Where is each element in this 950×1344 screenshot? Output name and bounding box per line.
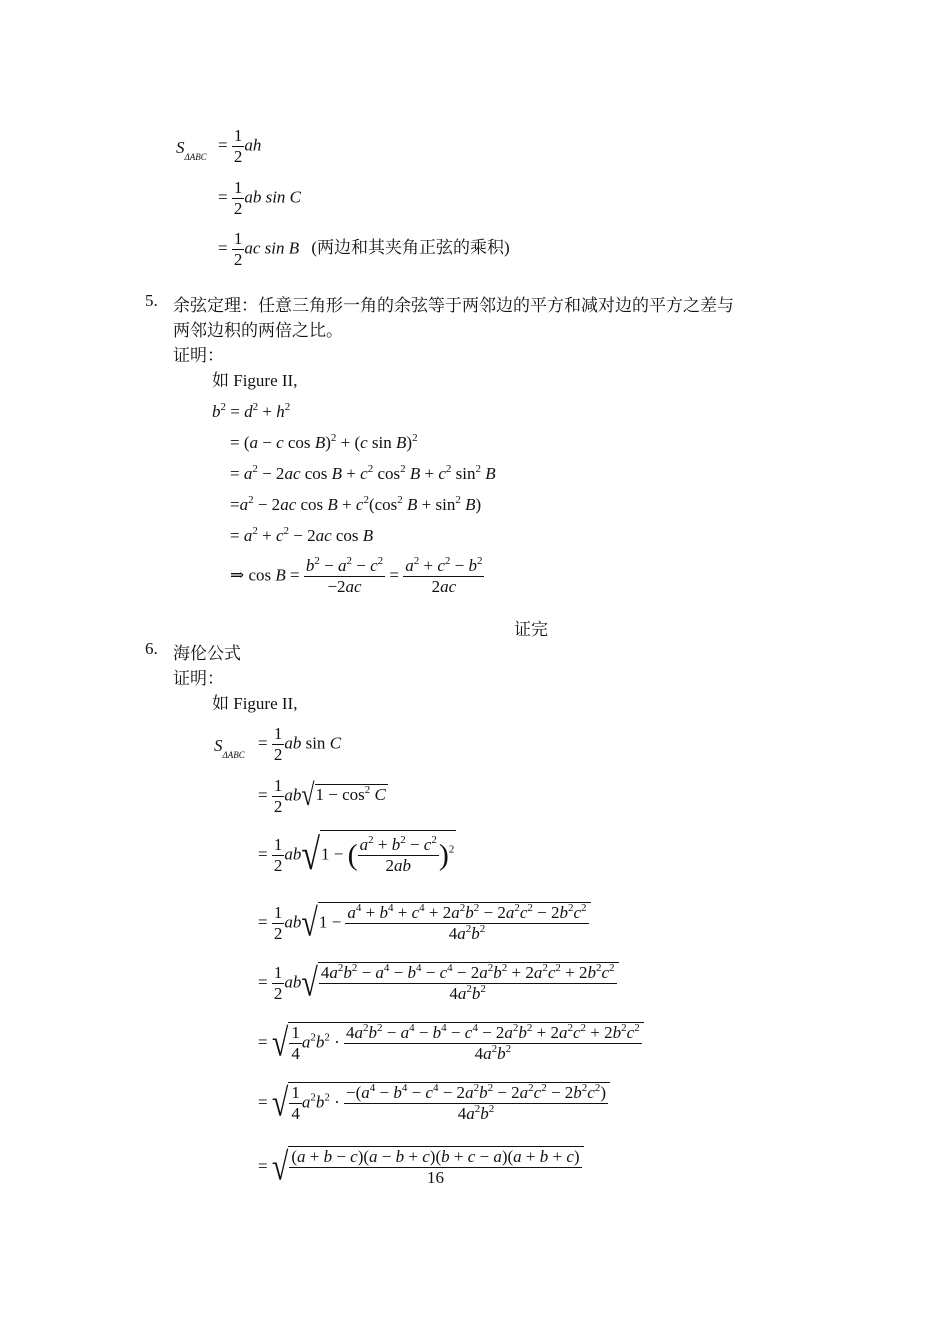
heron-lhs: $S_{\Delta ABC}$ bbox=[214, 736, 245, 760]
section6-proof-label: 证明： bbox=[173, 669, 224, 688]
section5-figure-ref: 如 Figure II, bbox=[212, 371, 298, 390]
heron-step-2: = $\frac{1}{2}$ $ab√1 - \cos^2 C$ bbox=[258, 776, 386, 816]
section5-number: 5. bbox=[145, 291, 158, 310]
cosine-step-3: = $a^2 - 2ac$ $\cos B + c^2$ $\cos^2 B + c^2$ $\sin^2 B$ bbox=[230, 463, 496, 483]
area-line1-expr: ah bbox=[244, 135, 262, 155]
cosine-step-1: $b^2 = d^2 + h^2$ bbox=[212, 401, 291, 421]
section6-figure-ref: 如 Figure II, bbox=[212, 694, 298, 713]
section5-proof-label: 证明： bbox=[173, 346, 224, 365]
cosine-step-4: $=a^2 - 2ac$ $\cos B + c^2(\cos^2$ $B + \sin^2 B$) bbox=[230, 494, 482, 514]
heron-step-8: = √ $\frac{(a + b - c)(a - b + c)(b + c - a)(a + b + c)}{16}$ bbox=[258, 1146, 584, 1188]
area-formula-lhs bbox=[176, 138, 207, 162]
heron-step-1: = $\frac{1}{2}$ ab sin C bbox=[258, 724, 342, 764]
area-symbol: S bbox=[176, 138, 185, 157]
area-formula-line-1: = $\frac{1}{2}$ ah bbox=[218, 126, 262, 166]
heron-step-6: = √ $\frac{1}{4}$ $a^2b^2$ · $\frac{4a^2b^2 - a^4 - b^4 - c^4 - 2a^2b^2 + 2a^2c^2 + 2b^2c^2}{4a^2b^2}$ bbox=[258, 1022, 644, 1064]
area-formula-line-3: = $\frac{1}{2}$ ac sin B (两边和其夹角正弦的乘积) bbox=[218, 229, 510, 269]
cosine-step-5: = $a^2 + c^2 - 2ac$ cos B bbox=[230, 525, 374, 545]
heron-step-7: = √ $\frac{1}{4}$ $a^2b^2$ · $\frac{-(a^4 - b^4 - c^4 - 2a^2b^2 - 2a^2c^2 - 2b^2c^2)}{4a^2b^2}$ bbox=[258, 1082, 610, 1124]
heron-final-denominator: 16 bbox=[426, 1168, 444, 1187]
section6-number: 6. bbox=[145, 639, 158, 658]
cosine-result: ⇒ cos B = $\frac{b^2 - a^2 - c^2}{-2ac}$ = $\frac{a^2 + c^2 - b^2}{2ac}$ bbox=[230, 555, 483, 596]
area-line3-expr: ac sin B bbox=[244, 238, 300, 258]
cosine-step-2: = (a − c cos B)$^2$ + (c sin B)$^2$ bbox=[230, 432, 418, 452]
heron-step-3: = $\frac{1}{2}$ ab√1 − ( $\frac{a^2 + b^2 - c^2}{2ab}$ )$^2$ bbox=[258, 830, 455, 879]
section5-qed: 证完 bbox=[514, 620, 548, 639]
section5-heading-line2: 两邻边积的两倍之比。 bbox=[173, 321, 343, 340]
heron-step-5: = $\frac{1}{2}$ ab√ $\frac{4a^2b^2 - a^4 - b^4 - c^4 - 2a^2b^2 + 2a^2c^2 + 2b^2c^2}{4a^2b^2}$ bbox=[258, 962, 619, 1004]
area-note: (两边和其夹角正弦的乘积) bbox=[311, 238, 510, 258]
area-subscript: ΔABC bbox=[184, 152, 207, 162]
area-formula-line-2: = $\frac{1}{2}$ ab sin C bbox=[218, 178, 302, 218]
section5-heading-line1: 余弦定理：任意三角形一角的余弦等于两邻边的平方和减对边的平方之差与 bbox=[173, 296, 734, 315]
area-line2-expr: ab sin C bbox=[244, 187, 302, 207]
heron-step-4: = $\frac{1}{2}$ ab√1 − $\frac{a^4 + b^4 + c^4 + 2a^2b^2 - 2a^2c^2 - 2b^2c^2}{4a^2b^2}$ bbox=[258, 902, 591, 944]
section6-title: 海伦公式 bbox=[173, 644, 241, 663]
